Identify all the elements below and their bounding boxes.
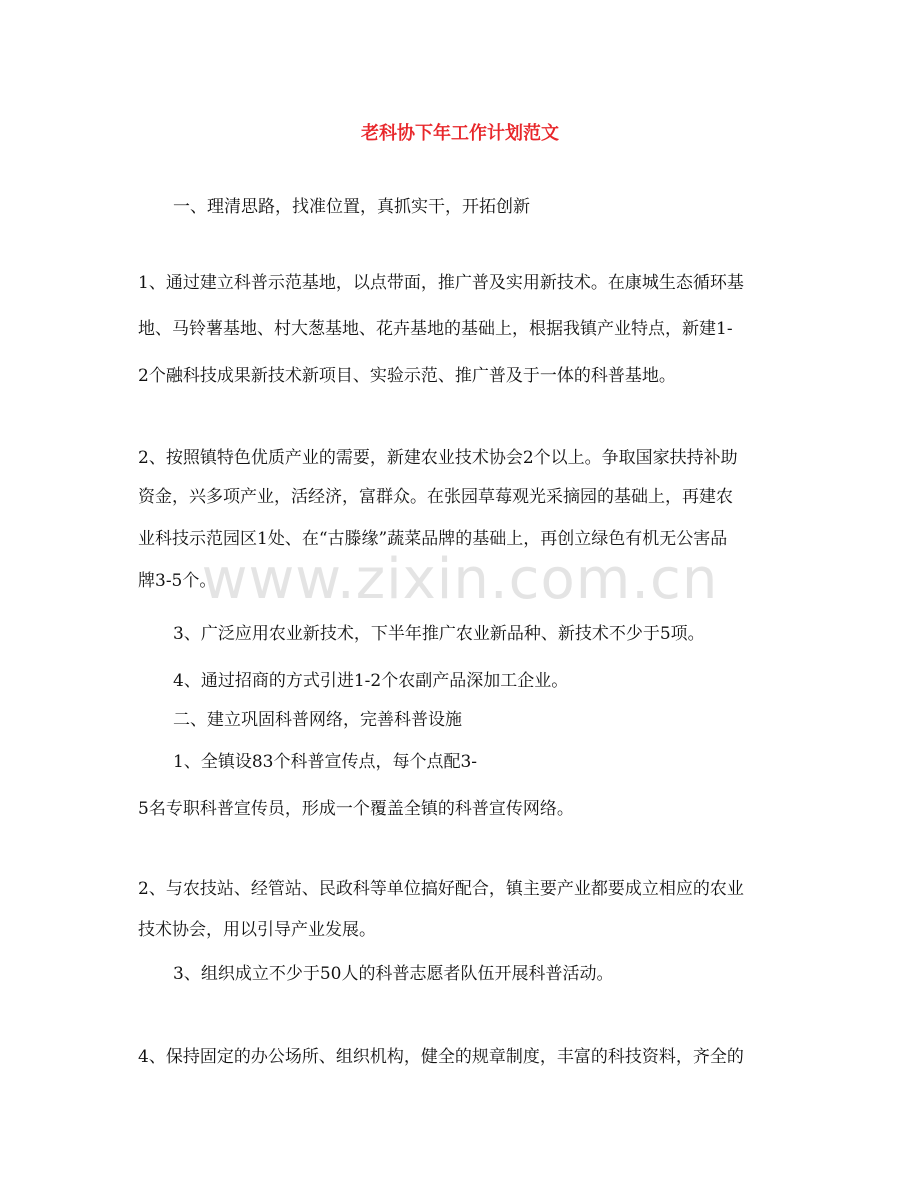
section-heading-2: 二、建立巩固科普网络，完善科普设施 [173,710,462,730]
watermark: www.zixin.com.cn [201,547,719,612]
paragraph-line: 地、马铃薯基地、村大葱基地、花卉基地的基础上，根据我镇产业特点，新建1- [138,319,733,339]
paragraph-line: 1、通过建立科普示范基地，以点带面，推广普及实用新技术。在康城生态循环基 [138,273,744,293]
paragraph-line: 3、广泛应用农业新技术，下半年推广农业新品种、新技术不少于5项。 [173,624,705,644]
paragraph-line: 2个融科技成果新技术新项目、实验示范、推广普及于一体的科普基地。 [138,366,676,386]
page-title: 老科协下年工作计划范文 [361,123,559,144]
paragraph-line: 5名专职科普宣传员，形成一个覆盖全镇的科普宣传网络。 [138,799,574,819]
paragraph-line: 牌3-5个。 [138,571,217,591]
paragraph-line: 2、按照镇特色优质产业的需要，新建农业技术协会2个以上。争取国家扶持补助 [138,448,738,468]
paragraph-line: 4、保持固定的办公场所、组织机构，健全的规章制度，丰富的科技资料，齐全的 [138,1047,744,1067]
section-heading-1: 一、理清思路，找准位置，真抓实干，开拓创新 [173,197,530,217]
paragraph-line: 3、组织成立不少于50人的科普志愿者队伍开展科普活动。 [173,964,614,984]
paragraph-line: 4、通过招商的方式引进1-2个农副产品深加工企业。 [173,671,569,691]
paragraph-line: 1、全镇设83个科普宣传点，每个点配3- [173,752,478,772]
paragraph-line: 业科技示范园区1处、在“古滕缘”蔬菜品牌的基础上，再创立绿色有机无公害品 [138,529,728,549]
paragraph-line: 2、与农技站、经管站、民政科等单位搞好配合，镇主要产业都要成立相应的农业 [138,879,744,899]
paragraph-line: 资金，兴多项产业，活经济，富群众。在张园草莓观光采摘园的基础上，再建农 [138,487,733,507]
paragraph-line: 技术协会，用以引导产业发展。 [138,920,376,940]
